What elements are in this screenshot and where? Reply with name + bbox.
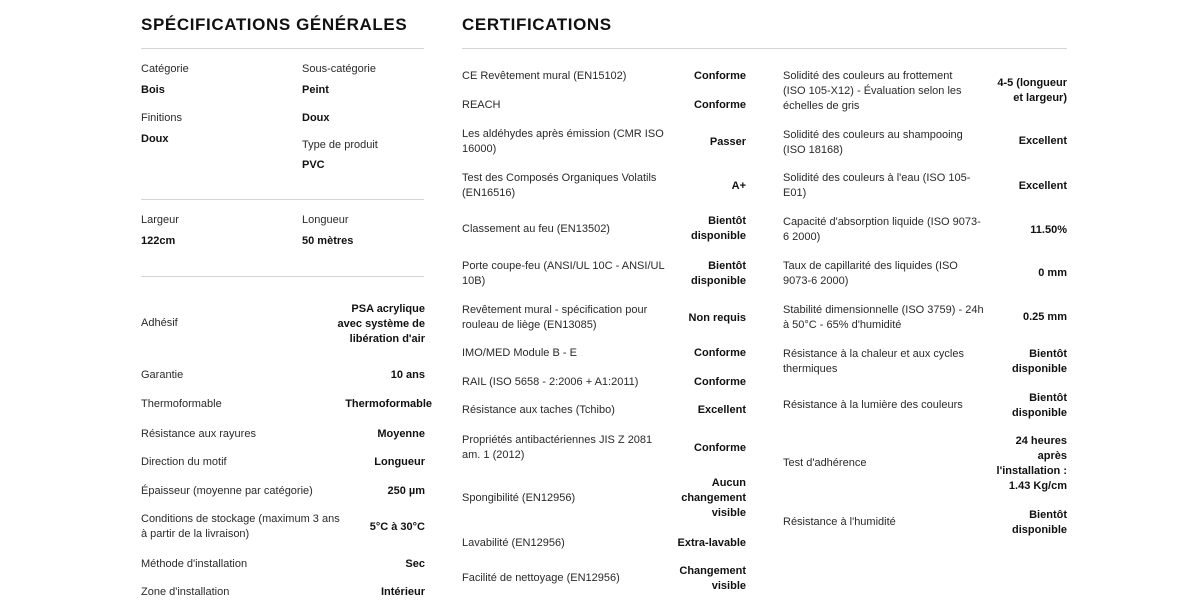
cert-value: Bientôt disponible	[1012, 348, 1067, 375]
cert-value: Aucun changement visible	[681, 477, 746, 519]
cert-label: Classement au feu (EN13502)	[462, 222, 610, 235]
cert-label: Facilité de nettoyage (EN12956)	[462, 572, 620, 584]
cert-value: Bientôt disponible	[1012, 392, 1067, 419]
spec-row-value: Longueur	[374, 456, 425, 468]
cert-value: Extra-lavable	[677, 537, 746, 549]
subfinish-value: Doux	[302, 112, 330, 124]
spec-row-label: Résistance aux rayures	[141, 428, 256, 440]
cert-label: RAIL (ISO 5658 - 2:2006 + A1:2011)	[462, 376, 639, 388]
finish-value: Doux	[141, 133, 169, 145]
cert-value: Bientôt disponible	[1012, 509, 1067, 536]
cert-value: Conforme	[694, 347, 746, 359]
cert-value: Conforme	[694, 442, 746, 454]
spec-row-value: 5°C à 30°C	[369, 520, 425, 533]
cert-label: Solidité des couleurs au frottement (ISO 105-X12) - Évaluation selon les échelles de gris	[783, 70, 962, 112]
cert-value: 24 heures après l'installation : 1.43 Kg/cm	[996, 435, 1067, 492]
cert-label: Résistance à la chaleur et aux cycles thermiques	[783, 348, 964, 375]
category-label: Catégorie	[141, 63, 189, 75]
cert-value: Excellent	[697, 404, 746, 416]
cert-label: CE Revêtement mural (EN15102)	[462, 70, 627, 82]
cert-value: Bientôt disponible	[691, 215, 746, 242]
width-value: 122cm	[141, 235, 176, 247]
cert-value: A+	[731, 179, 746, 192]
cert-label: Propriétés antibactériennes JIS Z 2081 am. 1 (2012)	[462, 434, 653, 461]
cert-label: Test des Composés Organiques Volatils (EN16516)	[462, 172, 657, 199]
cert-label: REACH	[462, 99, 501, 111]
cert-label: Stabilité dimensionnelle (ISO 3759) - 24h à 50°C - 65% d'humidité	[783, 304, 984, 331]
cert-value: Passer	[709, 135, 746, 148]
cert-value: Excellent	[1018, 135, 1067, 147]
section-divider	[141, 199, 424, 200]
cert-label: Test d'adhérence	[783, 457, 867, 469]
cert-label: Résistance à la lumière des couleurs	[783, 399, 963, 411]
finish-label: Finitions	[141, 112, 182, 124]
spec-row-label: Épaisseur (moyenne par catégorie)	[141, 485, 313, 497]
cert-label: Solidité des couleurs au shampooing (ISO 18168)	[783, 129, 963, 156]
spec-row-value: PSA acrylique avec système de libération d'air	[337, 302, 425, 345]
cert-label: Taux de capillarité des liquides (ISO 9073-6 2000)	[783, 260, 958, 287]
title-divider	[462, 48, 1067, 49]
cert-label: Résistance à l'humidité	[783, 516, 896, 528]
spec-row-label: Direction du motif	[141, 456, 227, 468]
cert-value: Non requis	[688, 311, 746, 324]
category-value: Bois	[141, 84, 165, 96]
length-value: 50 mètres	[302, 235, 354, 247]
cert-label: Capacité d'absorption liquide (ISO 9073-6 2000)	[783, 216, 981, 243]
cert-value: 11.50%	[1030, 224, 1067, 236]
cert-label: IMO/MED Module B - E	[462, 347, 577, 359]
section-divider	[141, 276, 424, 277]
cert-value: 0 mm	[1038, 267, 1067, 279]
subcategory-label: Sous-catégorie	[302, 63, 376, 75]
cert-label: Revêtement mural - spécification pour rouleau de liège (EN13085)	[462, 304, 648, 331]
spec-row-label: Adhésif	[141, 317, 178, 329]
cert-value: Bientôt disponible	[691, 260, 746, 287]
spec-row-label: Garantie	[141, 369, 184, 381]
cert-value: 4-5 (longueur et largeur)	[997, 77, 1067, 104]
spec-row-value: 10 ans	[390, 369, 425, 381]
certifications-title: CERTIFICATIONS	[462, 15, 612, 34]
general-specs-title: SPÉCIFICATIONS GÉNÉRALES	[141, 15, 408, 34]
cert-value: Conforme	[694, 376, 746, 388]
product-type-label: Type de produit	[302, 139, 378, 151]
title-divider	[141, 48, 424, 49]
spec-row-value: 250 µm	[387, 485, 425, 497]
cert-value: Excellent	[1018, 180, 1067, 192]
cert-label: Porte coupe-feu (ANSI/UL 10C - ANSI/UL 10B)	[462, 260, 665, 287]
spec-row-label: Méthode d'installation	[141, 558, 248, 570]
cert-label: Les aldéhydes après émission (CMR ISO 16000)	[462, 128, 664, 155]
spec-row-value: Sec	[405, 558, 425, 570]
cert-label: Résistance aux taches (Tchibo)	[462, 404, 615, 416]
cert-value: 0.25 mm	[1022, 311, 1067, 323]
spec-row-value: Thermoformable	[345, 398, 432, 410]
width-label: Largeur	[141, 214, 179, 226]
length-label: Longueur	[302, 214, 349, 226]
cert-label: Solidité des couleurs à l'eau (ISO 105-E01)	[783, 172, 971, 199]
subcategory-value: Peint	[302, 84, 329, 96]
spec-row-value: Moyenne	[377, 428, 425, 440]
cert-label: Spongibilité (EN12956)	[462, 492, 576, 504]
spec-row-value: Intérieur	[380, 586, 425, 598]
cert-label: Lavabilité (EN12956)	[462, 537, 565, 549]
cert-value: Conforme	[694, 99, 746, 111]
cert-value: Changement visible	[679, 565, 746, 592]
spec-row-label: Zone d'installation	[141, 586, 230, 598]
product-type-value: PVC	[302, 159, 325, 171]
spec-row-label: Conditions de stockage (maximum 3 ans à partir de la livraison)	[141, 513, 340, 540]
cert-value: Conforme	[694, 70, 746, 82]
spec-row-label: Thermoformable	[141, 398, 222, 410]
